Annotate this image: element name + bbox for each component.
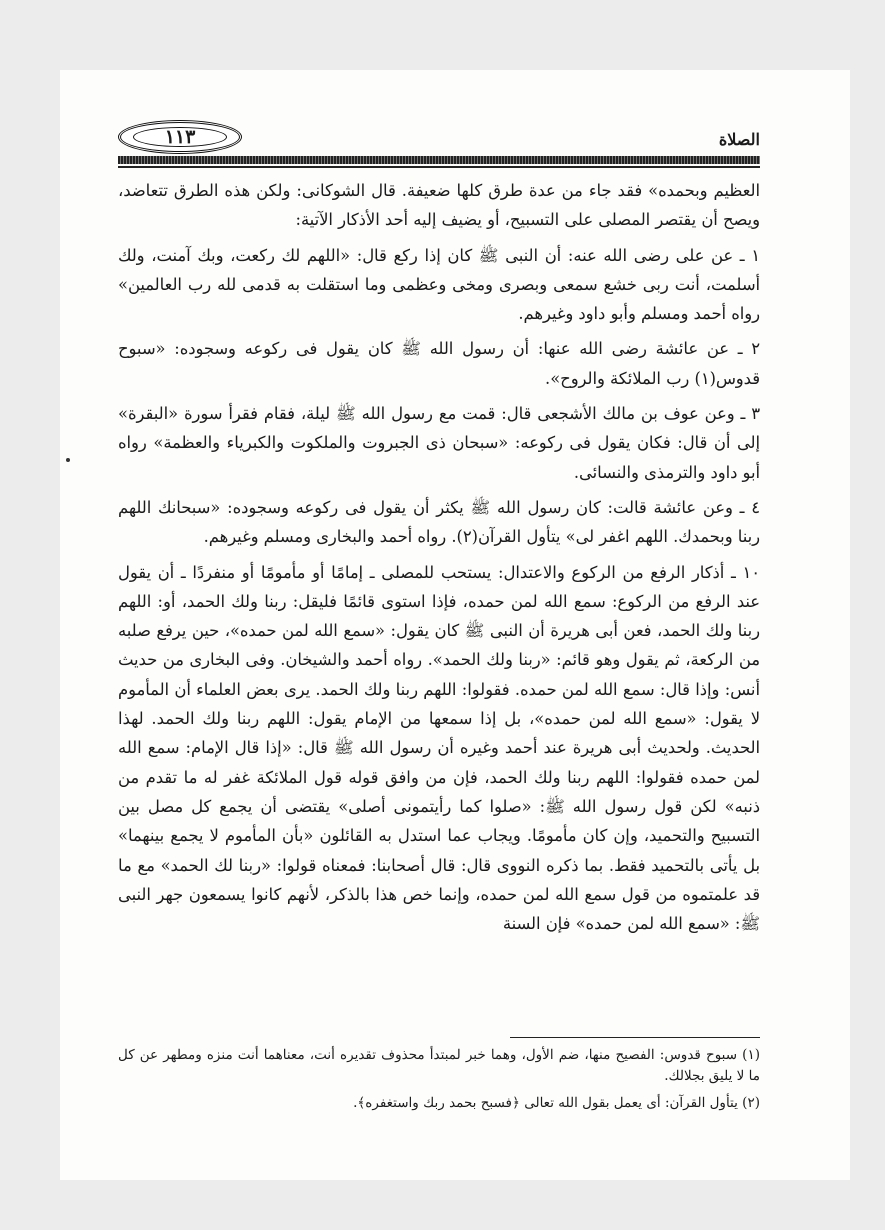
header-rule-thin	[118, 166, 760, 168]
main-text	[118, 176, 760, 944]
page-number-badge	[118, 120, 242, 154]
paragraph-intro: العظيم وبحمده» فقد جاء من عدة طرق كلها ضعيفة. قال الشوكانى: ولكن هذه الطرق تتعاضد، ويصح أن يقتصر المصلى على التسبيح، أو يضيف إليه أحد الأذكار الآتية:	[118, 181, 760, 230]
footnote-separator	[510, 1037, 760, 1038]
paragraph-hadith-3: ٣ ـ وعن عوف بن مالك الأشجعى قال: قمت مع رسول الله ﷺ ليلة، فقام فقرأ سورة «البقرة» إلى أن قال: فكان يقول فى ركوعه: «سبحان ذى الجبروت والملكوت والكبرياء والعظمة» رواه أبو داود والترمذى والنسائى.	[118, 404, 760, 482]
footnotes	[118, 1045, 760, 1120]
header-rule	[118, 156, 760, 164]
paragraph-hadith-2: ٢ ـ عن عائشة رضى الله عنها: أن رسول الله ﷺ كان يقول فى ركوعه وسجوده: «سبوح قدوس(١) رب الملائكة والروح».	[118, 339, 760, 388]
section-title: الصلاة	[718, 130, 760, 149]
page-number: ١١٣	[164, 126, 196, 148]
paragraph-hadith-1: ١ ـ عن على رضى الله عنه: أن النبى ﷺ كان إذا ركع قال: «اللهم لك ركعت، وبك آمنت، ولك أسلمت، أنت ربى خشع سمعى وبصرى ومخى وعظمى وما استقلت به قدمى لله رب العالمين» رواه أحمد ومسلم وأبو داود وغيرهم.	[118, 245, 760, 324]
paragraph-section-10: ١٠ ـ أذكار الرفع من الركوع والاعتدال: يستحب للمصلى ـ إمامًا أو مأمومًا أو منفردًا ـ أن يقول عند الرفع من الركوع: سمع الله لمن حمده، فإذا استوى قائمًا فليقل: ربنا ولك الحمد، أو: اللهم ربنا ولك الحمد، فعن أبى هريرة أن النبى ﷺ كان يقول: «سمع الله لمن حمده»، حين يرفع صلبه من الركعة، ثم يقول وهو قائم: «ربنا ولك الحمد». رواه أحمد والشيخان. وفى البخارى من حديث أنس: وإذا قال: سمع الله لمن حمده. فقولوا: اللهم ربنا ولك الحمد. يرى بعض العلماء أن المأموم لا يقول: «سمع الله لمن حمده»، بل إذا سمعها من الإمام يقول: اللهم ربنا ولك الحمد. لهذا الحديث. ولحديث أبى هريرة عند أحمد وغيره أن رسول الله ﷺ قال: «إذا قال الإمام: سمع الله لمن حمده فقولوا: اللهم ربنا ولك الحمد، فإن من وافق قوله قول الملائكة غفر له ما تقدم من ذنبه» لكن قول رسول الله ﷺ: «صلوا كما رأيتمونى أصلى» يقتضى أن يجمع كل مصل بين التسبيح والتحميد، وإن كان مأمومًا. ويجاب عما استدل به القائلون «بأن المأموم لا يجمع بينهما» بل يأتى بالتحميد فقط. بما ذكره النووى قال: قال أصحابنا: فمعناه قولوا: «ربنا لك الحمد» مع ما قد علمتموه من قول سمع الله لمن حمده، وإنما خص هذا بالذكر، لأنهم كانوا يسمعون جهر النبى ﷺ: «سمع الله لمن حمده» فإن السنة	[118, 562, 760, 934]
footnote-1: (١) سبوح قدوس: الفصيح منها، ضم الأول، وهما خبر لمبتدأ محذوف تقديره أنت، معناهما أنت منزه ومطهر عن كل ما لا يليق بجلالك.	[118, 1047, 760, 1084]
margin-speck	[66, 458, 70, 462]
paragraph-hadith-4: ٤ ـ وعن عائشة قالت: كان رسول الله ﷺ يكثر أن يقول فى ركوعه وسجوده: «سبحانك اللهم ربنا وبحمدك. اللهم اغفر لى» يتأول القرآن(٢). رواه أحمد والبخارى ومسلم وغيرهم.	[118, 497, 760, 547]
footnote-2: (٢) يتأول القرآن: أى يعمل بقول الله تعالى ﴿فسبح بحمد ربك واستغفره﴾.	[353, 1095, 760, 1111]
